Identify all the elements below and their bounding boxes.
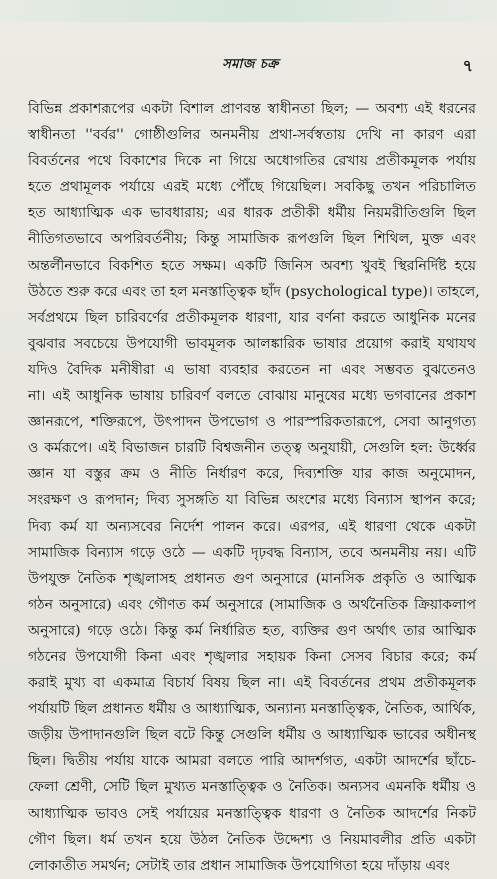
text-line: বিভিন্ন প্রকাশরূপের একটা বিশাল প্রাণবন্ত স্বাধীনতা ছিল; — অবশ্য এই ধরনের xyxy=(28,101,476,117)
text-line: দিব্য কর্ম যা অন্যসবের নির্দেশ পালন করে। এরপর, এই ধারণা থেকে একটা xyxy=(28,518,476,535)
page-top-edge xyxy=(0,0,497,22)
text-line: জ্ঞানরূপে, শক্তিরূপে, উৎপাদন উপভোগ ও পারস্পরিকতারূপে, সেবা আনুগত্য xyxy=(28,414,476,431)
body-text xyxy=(28,96,480,874)
text-line: সর্বপ্রথমে ছিল চারিবর্ণের প্রতীকমূলক ধারণা, যার বর্ণনা করতে আধুনিক মনের xyxy=(28,309,476,326)
running-title: সমাজ চক্র xyxy=(222,57,279,72)
text-line: বুঝবার সবচেয়ে উপযোগী ভাবমূলক আলঙ্কারিক ভাষার প্রয়োগ করাই যথাযথ xyxy=(28,335,476,352)
text-line: হতে প্রথামূলক পর্যায়ে এরই মধ্যে পৌঁছে গিয়েছিল। সবকিছু তখন পরিচালিত xyxy=(28,179,476,196)
text-line: ফেলা শ্রেণী, সেটি ছিল মুখ্যত মনস্তাত্ত্বিক ও নৈতিক। অন্যসব এমনকি ধর্মীয় ও xyxy=(28,779,476,796)
text-line: বিবর্তনের পথে বিকাশের দিকে না গিয়ে অধোগতির রেখায় প্রতীকমূলক পর্যায় xyxy=(28,153,476,170)
page-number: ৭ xyxy=(462,56,473,75)
text-line: গঠন অনুসারে) এবং গৌণত কর্ম অনুসারে (সামাজিক ও অর্থনৈতিক ক্রিয়াকলাপ xyxy=(28,596,476,613)
text-line: নীতিগতভাবে অপরিবর্তনীয়; কিন্তু সামাজিক রূপগুলি ছিল শিথিল, মুক্ত এবং xyxy=(28,231,476,248)
text-line: যদিও বৈদিক মনীষীরা এ ভাষা ব্যবহার করতেন না এবং সম্ভবত বুঝতেনও xyxy=(28,361,476,378)
text-line: উঠতে শুরু করে এবং তা হল মনস্তাত্ত্বিক ছাঁদ (psychological type)। তাহলে, xyxy=(28,283,480,300)
page-header xyxy=(28,55,473,77)
text-line: গৌণ ছিল। ধর্ম তখন হয়ে উঠল নৈতিক উদ্দেশ্য ও নিয়মাবলীর প্রতি একটা xyxy=(28,831,476,848)
text-line: লোকাতীত সমর্থন; সেটাই তার প্রধান সামাজিক উপযোগিতা হয়ে দাঁড়ায় এবং xyxy=(28,857,450,874)
text-line: গঠনের উপযোগী কিনা এবং শৃঙ্খলার সহায়ক কিনা সেসব বিচার করে; কর্ম xyxy=(28,648,476,665)
text-line: অনুসারে) গড়ে ওঠে। কিন্তু কর্ম নির্ধারিত হত, ব্যক্তির গুণ অর্থাৎ তার আত্মিক xyxy=(28,622,476,639)
text-line: পর্যায়টি ছিল প্রধানত ধর্মীয় ও আধ্যাত্মিক, অন্যান্য মনস্তাত্ত্বিক, নৈতিক, আর্থিক, xyxy=(28,701,476,718)
text-line: করাই মুখ্য বা একমাত্র বিচার্য বিষয় ছিল না। এই বিবর্তনের প্রথম প্রতীকমূলক xyxy=(28,675,476,692)
text-line: আধ্যাত্মিক ভাবও সেই পর্যায়ের মনস্তাত্ত্বিক ধারণা ও নৈতিক আদর্শের নিকট xyxy=(28,805,476,822)
text-line: অন্তর্লীনভাবে বিকশিত হতে সক্ষম। একটি জিনিস অবশ্য খুবই স্থিরনির্দিষ্ট হয়ে xyxy=(28,257,476,274)
text-line: না। এই আধুনিক ভাষায় চারিবর্ণ বলতে বোঝায় মানুষের মধ্যে ভগবানের প্রকাশ xyxy=(28,388,476,405)
text-line: ও কর্মরূপে। এই বিভাজন চারটি বিশ্বজনীন তত্ত্ব অনুযায়ী, সেগুলি হল: উর্ধ্বের xyxy=(28,440,476,457)
text-line: ছিল। দ্বিতীয় পর্যায় যাকে আমরা বলতে পারি আদর্শগত, একটা আদর্শের ছাঁচে- xyxy=(28,753,476,770)
text-line: হত আধ্যাত্মিক এক ভাবধারায়; এর ধারক প্রতীকী ধর্মীয় নিয়মরীতিগুলি ছিল xyxy=(28,205,476,222)
text-line: জ্ঞান যা বস্তুর ক্রম ও নীতি নির্ধারণ করে, দিব্যশক্তি যার কাজ অনুমোদন, xyxy=(28,466,476,483)
text-line: সামাজিক বিন্যাস গড়ে ওঠে — একটি দৃঢ়বদ্ধ বিন্যাস, তবে অনমনীয় নয়। এটি xyxy=(28,544,476,561)
text-line: স্বাধীনতা ''বর্বর'' গোষ্ঠীগুলির অনমনীয় প্রথা-সর্বস্বতায় দেখি না কারণ এরা xyxy=(28,127,476,144)
text-line: জড়ীয় উপাদানগুলি ছিল বটে কিন্তু সেগুলি ধর্মীয় ও আধ্যাত্মিক ভাবের অধীনস্থ xyxy=(28,727,476,744)
text-line: উপযুক্ত নৈতিক শৃঙ্খলাসহ প্রধানত গুণ অনুসারে (মানসিক প্রকৃতি ও আত্মিক xyxy=(28,570,476,587)
text-line: সংরক্ষণ ও রূপদান; দিব্য সুসঙ্গতি যা বিভিন্ন অংশের মধ্যে বিন্যাস স্থাপন করে; xyxy=(28,492,476,509)
